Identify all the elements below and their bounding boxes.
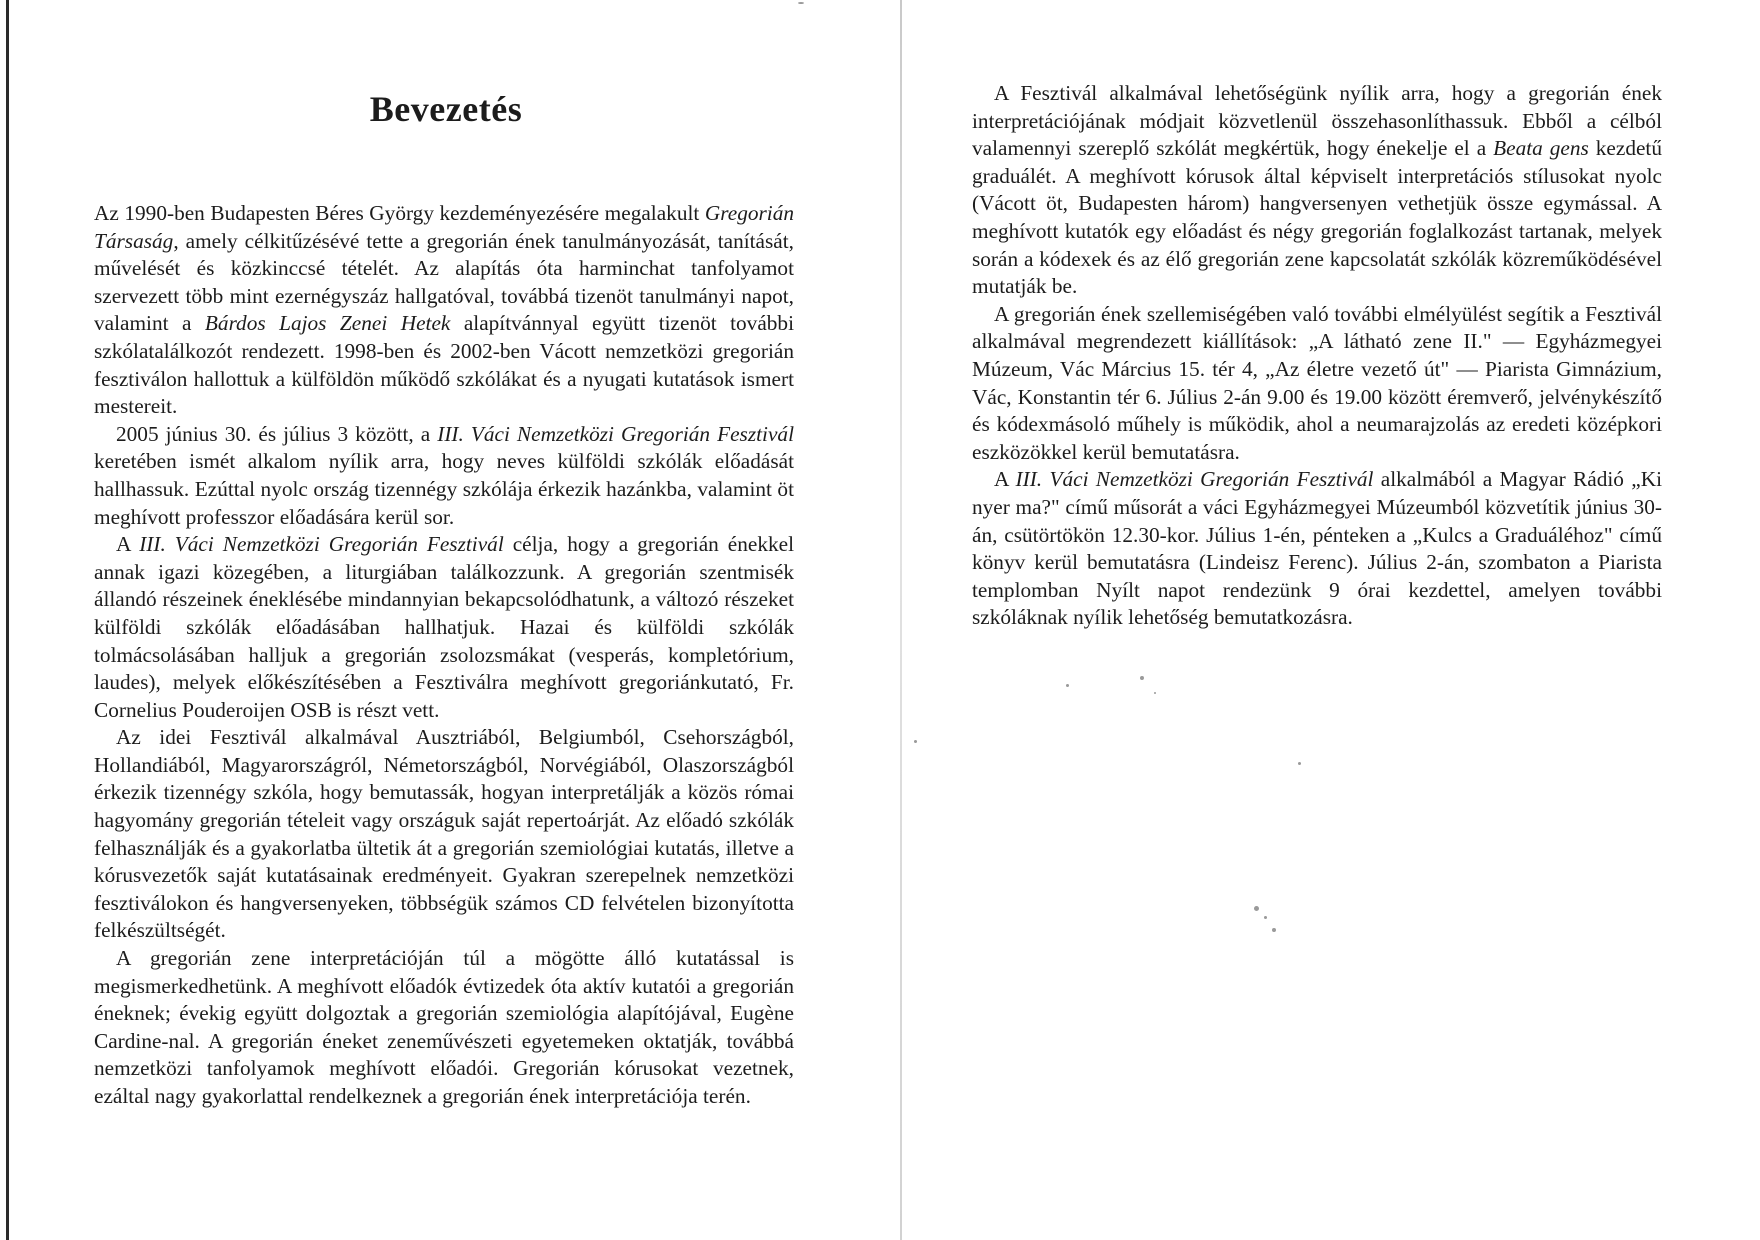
italic-title: Gregorián Társaság bbox=[94, 201, 794, 253]
italic-title: III. Váci Nemzetközi Gregorián Fesztivál bbox=[139, 532, 504, 557]
italic-title: Bárdos Lajos Zenei Hetek bbox=[204, 311, 451, 336]
paragraph: A gregorián zene interpretációján túl a mögötte álló kutatással is megismerkedhetünk. A meghívott előadók évtizedek óta aktív kutatói a gregorián éneknek; évekig együtt dolgoztak a gregorián szemiológia alapítójával, Eugène Cardine-nal. A gregorián éneket zeneművészeti egyetemeken oktatják, továbbá nemzetközi tanfolyamok meghívott előadói. Gregorián kórusokat vezetnek, ezáltal nagy gyakorlattal rendelkeznek a gregorián ének interpretációja terén. bbox=[94, 946, 794, 1108]
paragraph: 2005 június 30. és július 3 között, a III. Váci Nemzetközi Gregorián Fesztivál keretében ismét alkalom nyílik arra, hogy neves külföldi szkólák előadását hallhassuk. Ezúttal nyolc ország tizennégy szkólája érkezik hazánkba, valamint öt meghívott professzor előadására kerül sor. bbox=[94, 421, 794, 529]
paragraph: A III. Váci Nemzetközi Gregorián Fesztivál célja, hogy a gregorián énekkel annak igazi közegében, a liturgiában találkozzunk. A gregorián szentmisék állandó részeinek éneklésébe mindannyian bekapcsolódhatunk, a változó részeket külföldi szkólák előadásában hallhatjuk. Hazai és külföldi szkólák tolmácsolásában halljuk a gregorián zsolozsmákat (vesperás, kompletórium, laudes), melyek előkészítésében a Fesztiválra meghívott gregoriánkutató, Fr. Cornelius Pouderoijen OSB is részt vett. bbox=[94, 532, 794, 722]
right-page bbox=[902, 0, 1760, 1240]
left-column-text bbox=[94, 200, 794, 1111]
paragraph: Az idei Fesztivál alkalmával Ausztriából, Belgiumból, Csehországból, Hollandiából, Magyarországról, Németországból, Norvégiából, Olaszországból érkezik tizennégy szkóla, hogy bemutassák, hogyan interpretálják a közös római hagyomány gregorián tételeit vagy országuk saját repertoárját. Az előadó szkólák felhasználják és a gyakorlatba ültetik át a gregorián szemiológiai kutatás, illetve a kórusvezetők saját kutatásainak eredményeit. Gyakran szerepelnek nemzetközi fesztiválokon és hangversenyeken, többségük számos CD felvételen bizonyította felkészültségét. bbox=[94, 725, 794, 943]
paragraph: A Fesztivál alkalmával lehetőségünk nyílik arra, hogy a gregorián ének interpretációjának módjait közvetlenül összehasonlíthassuk. Ebből a célból valamennyi szereplő szkólát megkértük, hogy énekelje el a Beata gens kezdetű graduálét. A meghívott kórusok által képviselt interpretációs stílusokat nyolc (Vácott öt, Budapesten három) hangversenyen vethetjük össze egymással. A meghívott kutatók egy előadást és négy gregorián foglalkozást tartanak, melyek során a kódexek és az élő gregorián zene kapcsolatát szkólák közreműködésével mutatják be. bbox=[972, 81, 1662, 299]
italic-title: Beata gens bbox=[1493, 136, 1589, 161]
right-column-text bbox=[972, 80, 1662, 632]
italic-title: III. Váci Nemzetközi Gregorián Fesztivál bbox=[437, 421, 794, 446]
paragraph: A III. Váci Nemzetközi Gregorián Fesztivál alkalmából a Magyar Rádió „Ki nyer ma?" című műsorát a váci Egyházmegyei Múzeumból közvetítik június 30-án, csütörtökön 12.30-kor. Július 1-én, pénteken a „Kulcs a Graduáléhoz" című könyv kerül bemutatásra (Lindeisz Ferenc). Július 2-án, szombaton a Piarista templomban Nyílt napot rendezünk 9 órai kezdettel, amelyen további szkóláknak nyílik lehetőség bemutatkozásra. bbox=[972, 467, 1662, 630]
paragraph: A gregorián ének szellemiségében való további elmélyülést segítik a Fesztivál alkalmával megrendezett kiállítások: „A látható zene II." — Egyházmegyei Múzeum, Vác Március 15. tér 4, „Az életre vezető út" — Piarista Gimnázium, Vác, Konstantin tér 6. Július 2-án 9.00 és 19.00 között éremverő, jelvénykészítő és kódexmásoló műhely is működik, ahol a neumarajzolás az eredeti középkori eszközökkel kerül bemutatásra. bbox=[972, 301, 1662, 464]
page-title: Bevezetés bbox=[369, 89, 523, 129]
italic-title: III. Váci Nemzetközi Gregorián Fesztivál bbox=[1015, 467, 1374, 492]
paragraph: Az 1990-ben Budapesten Béres György kezdeményezésére megalakult Gregorián Társaság, amely célkitűzésévé tette a gregorián ének tanulmányozását, tanítását, művelését és közkinccsé tételét. Az alapítás óta harminchat tanfolyamot szervezett több mint ezernégyszáz hallgatóval, továbbá tizenöt tanulmányi napot, valamint a Bárdos Lajos Zenei Hetek alapítvánnyal együtt tizenöt további szkólatalálkozót rendezett. 1998-ben és 2002-ben Vácott nemzetközi gregorián fesztiválon hallottuk a külföldön működő szkólákat és a nyugati kutatások ismert mestereit. bbox=[94, 201, 794, 419]
